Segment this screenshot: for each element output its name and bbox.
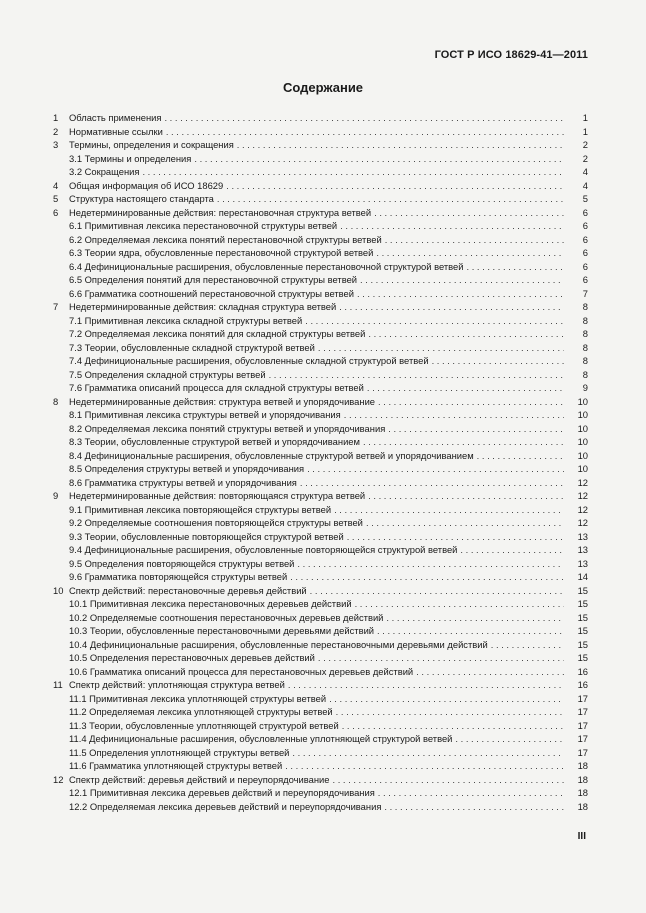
toc-entry-title: 10.6 Грамматика описаний процесса для перестановочных деревьев действий xyxy=(69,665,414,677)
toc-page-number: 10 xyxy=(577,409,588,420)
dot-leader xyxy=(305,314,564,328)
toc-entry[interactable] xyxy=(53,584,588,598)
toc-entry-title: Спектр действий: уплотняющая структура ветвей xyxy=(69,679,285,690)
dot-leader xyxy=(292,746,564,760)
dot-leader xyxy=(388,422,564,436)
toc-page-number: 6 xyxy=(582,233,588,245)
toc-page-number: 10 xyxy=(577,436,588,447)
toc-page-number: 12 xyxy=(577,476,588,488)
dot-leader xyxy=(339,300,564,314)
toc-section-number: 5 xyxy=(53,193,59,204)
toc-entry-title: Общая информация об ИСО 18629 xyxy=(69,179,224,191)
toc-entry[interactable] xyxy=(53,773,588,787)
dot-leader xyxy=(142,165,564,179)
dot-leader xyxy=(360,273,564,287)
toc-section-number: 1 xyxy=(53,112,59,123)
toc-entry-title: 10.4 Дефинициональные расширения, обусловленные перестановочными деревьями действий xyxy=(69,638,488,650)
dot-leader xyxy=(460,543,564,557)
toc-page-number: 15 xyxy=(577,598,588,609)
toc-page-number: 18 xyxy=(577,787,588,798)
toc-page-number: 15 xyxy=(577,625,588,636)
toc-page-number: 17 xyxy=(577,692,588,704)
toc-entry-title: 7.2 Определяемая лексика понятий для складной структуры ветвей xyxy=(69,328,366,339)
toc-page-number: 10 xyxy=(577,449,588,461)
dot-leader xyxy=(378,786,564,800)
toc-entry-title: Нормативные ссылки xyxy=(69,125,163,137)
toc-page-number: 10 xyxy=(577,422,588,434)
dot-leader xyxy=(368,327,564,341)
toc-entry[interactable] xyxy=(53,152,588,166)
toc-entry[interactable] xyxy=(53,516,588,530)
dot-leader xyxy=(384,800,564,814)
toc-entry-title: 8.5 Определения структуры ветвей и упорядочивания xyxy=(69,463,305,474)
toc-page-number: 6 xyxy=(582,220,588,231)
toc-page-number: 18 xyxy=(577,800,588,812)
toc-entry-title: 11.1 Примитивная лексика уплотняющей структуры ветвей xyxy=(69,692,327,704)
toc-page-number: 15 xyxy=(577,611,588,623)
toc-page-number: 10 xyxy=(577,463,588,474)
toc-page-number: 17 xyxy=(577,746,588,758)
toc-entry-title: 7.1 Примитивная лексика складной структуры ветвей xyxy=(69,314,303,326)
toc-section-number: 7 xyxy=(53,301,59,312)
toc-page-number: 13 xyxy=(577,530,588,542)
toc-entry-title: 11.3 Теории, обусловленные уплотняющей структурой ветвей xyxy=(69,719,339,731)
toc-entry[interactable] xyxy=(53,354,588,368)
toc-entry[interactable] xyxy=(53,732,588,746)
toc-page-number: 4 xyxy=(582,166,588,177)
toc-page-number: 15 xyxy=(577,638,588,650)
toc-section-number: 3 xyxy=(53,139,59,150)
dot-leader xyxy=(386,611,564,625)
toc-entry-title: 6.1 Примитивная лексика перестановочной структуры ветвей xyxy=(69,220,338,231)
dot-leader xyxy=(226,179,564,193)
dot-leader xyxy=(355,597,564,611)
toc-page-number: 17 xyxy=(577,733,588,744)
toc-entry-title: 11.5 Определения уплотняющей структуры ветвей xyxy=(69,746,290,758)
toc-page-number: 18 xyxy=(577,773,588,785)
toc-entry[interactable] xyxy=(53,476,588,490)
toc-entry[interactable] xyxy=(53,597,588,611)
dot-leader xyxy=(363,435,564,449)
toc-section-number: 2 xyxy=(53,125,59,137)
dot-leader xyxy=(385,233,564,247)
toc-entry[interactable] xyxy=(53,165,588,179)
dot-leader xyxy=(307,462,564,476)
toc-entry[interactable] xyxy=(53,395,588,409)
toc-entry[interactable] xyxy=(53,368,588,382)
toc-entry-title: 10.2 Определяемые соотношения перестановочных деревьев действий xyxy=(69,611,384,623)
toc-entry[interactable] xyxy=(53,800,588,814)
dot-leader xyxy=(340,219,564,233)
toc-section-number: 8 xyxy=(53,395,59,407)
toc-page-number: 8 xyxy=(582,314,588,326)
toc-entry-title: 9.4 Дефинициональные расширения, обусловленные повторяющейся структурой ветвей xyxy=(69,544,458,555)
toc-entry-title: 10.1 Примитивная лексика перестановочных деревьев действий xyxy=(69,598,352,609)
dot-leader xyxy=(300,476,564,490)
toc-entry[interactable] xyxy=(53,327,588,341)
toc-page-number: 5 xyxy=(582,193,588,204)
toc-entry-title: 6.6 Грамматика соотношений перестановочной структуры ветвей xyxy=(69,287,354,299)
toc-entry[interactable] xyxy=(53,260,588,274)
toc-entry[interactable] xyxy=(53,530,588,544)
page-number: III xyxy=(577,831,586,842)
dot-leader xyxy=(329,692,564,706)
toc-entry[interactable] xyxy=(53,125,588,139)
toc-entry[interactable] xyxy=(53,138,588,152)
dot-leader xyxy=(297,557,564,571)
toc-page-number: 4 xyxy=(582,179,588,191)
toc-entry[interactable] xyxy=(53,287,588,301)
toc-entry[interactable] xyxy=(53,638,588,652)
toc-page-number: 2 xyxy=(582,152,588,164)
dot-leader xyxy=(367,381,564,395)
toc-entry-title: 3.1 Термины и определения xyxy=(69,152,192,164)
toc-entry-title: 9.3 Теории, обусловленные повторяющейся структурой ветвей xyxy=(69,530,344,542)
toc-entry[interactable] xyxy=(53,543,588,557)
toc-entry[interactable] xyxy=(53,759,588,773)
toc-page-number: 12 xyxy=(577,490,588,501)
toc-entry-title: 11.2 Определяемая лексика уплотняющей структуры ветвей xyxy=(69,706,333,717)
dot-leader xyxy=(318,651,564,665)
toc-entry[interactable] xyxy=(53,557,588,571)
toc-page-number: 8 xyxy=(582,341,588,353)
toc-entry-title: 6.5 Определения понятий для перестановочной структуры ветвей xyxy=(69,274,358,285)
toc-entry-title: 7.3 Теории, обусловленные складной структурой ветвей xyxy=(69,341,315,353)
toc-section-number: 4 xyxy=(53,179,59,191)
toc-entry[interactable] xyxy=(53,179,588,193)
dot-leader xyxy=(269,368,564,382)
toc-page-number: 8 xyxy=(582,368,588,380)
table-of-contents xyxy=(53,111,588,813)
dot-leader xyxy=(377,624,564,638)
toc-page-number: 16 xyxy=(577,665,588,677)
toc-page-number: 16 xyxy=(577,679,588,690)
toc-entry-title: 7.5 Определения складной структуры ветвей xyxy=(69,368,266,380)
dot-leader xyxy=(374,206,564,220)
toc-entry-title: 10.5 Определения перестановочных деревьев действий xyxy=(69,652,315,663)
dot-leader xyxy=(368,489,564,503)
toc-entry[interactable] xyxy=(53,219,588,233)
toc-entry-title: Недетерминированные действия: перестановочная структура ветвей xyxy=(69,206,372,218)
toc-entry[interactable] xyxy=(53,746,588,760)
toc-page-number: 8 xyxy=(582,328,588,339)
toc-entry[interactable] xyxy=(53,422,588,436)
toc-section-number: 6 xyxy=(53,206,59,218)
toc-entry[interactable] xyxy=(53,435,588,449)
toc-entry[interactable] xyxy=(53,314,588,328)
toc-entry-title: 12.2 Определяемая лексика деревьев действий и переупорядочивания xyxy=(69,800,382,812)
toc-page-number: 8 xyxy=(582,301,588,312)
toc-page-number: 10 xyxy=(577,395,588,407)
toc-entry-title: 8.2 Определяемая лексика понятий структуры ветвей и упорядочивания xyxy=(69,422,386,434)
toc-entry-title: 9.1 Примитивная лексика повторяющейся структуры ветвей xyxy=(69,503,332,515)
dot-leader xyxy=(285,759,564,773)
toc-section-number: 10 xyxy=(53,584,64,596)
dot-leader xyxy=(376,246,564,260)
toc-entry-title: 11.6 Грамматика уплотняющей структуры ветвей xyxy=(69,760,283,771)
toc-entry[interactable] xyxy=(53,449,588,463)
toc-entry[interactable] xyxy=(53,503,588,517)
toc-page-number: 9 xyxy=(582,382,588,393)
dot-leader xyxy=(342,719,564,733)
toc-page-number: 8 xyxy=(582,355,588,366)
toc-page-number: 15 xyxy=(577,652,588,663)
toc-entry[interactable] xyxy=(53,651,588,665)
toc-entry[interactable] xyxy=(53,408,588,422)
dot-leader xyxy=(357,287,564,301)
dot-leader xyxy=(336,705,564,719)
toc-entry-title: 7.6 Грамматика описаний процесса для складной структуры ветвей xyxy=(69,382,364,393)
toc-page-number: 1 xyxy=(582,112,588,123)
toc-page-number: 17 xyxy=(577,706,588,717)
toc-page-number: 12 xyxy=(577,517,588,528)
dot-leader xyxy=(344,408,564,422)
toc-entry-title: 7.4 Дефинициональные расширения, обусловленные складной структурой ветвей xyxy=(69,355,429,366)
toc-entry-title: 6.4 Дефинициональные расширения, обусловленные перестановочной структурой ветвей xyxy=(69,260,464,272)
dot-leader xyxy=(217,192,564,206)
dot-leader xyxy=(455,732,564,746)
toc-entry[interactable] xyxy=(53,570,588,584)
toc-section-number: 12 xyxy=(53,773,64,785)
toc-entry-title: 9.5 Определения повторяющейся структуры ветвей xyxy=(69,557,295,569)
dot-leader xyxy=(467,260,565,274)
toc-entry-title: Структура настоящего стандарта xyxy=(69,193,214,204)
toc-entry-title: 11.4 Дефинициональные расширения, обусловленные уплотняющей структурой ветвей xyxy=(69,733,453,744)
toc-section-number: 11 xyxy=(53,679,63,690)
dot-leader xyxy=(318,341,564,355)
toc-entry[interactable] xyxy=(53,381,588,395)
toc-entry[interactable] xyxy=(53,665,588,679)
dot-leader xyxy=(194,152,564,166)
toc-page-number: 6 xyxy=(582,274,588,285)
toc-entry[interactable] xyxy=(53,611,588,625)
dot-leader xyxy=(288,678,564,692)
toc-entry[interactable] xyxy=(53,705,588,719)
toc-entry[interactable] xyxy=(53,719,588,733)
toc-page-number: 15 xyxy=(577,584,588,596)
toc-entry[interactable] xyxy=(53,246,588,260)
dot-leader xyxy=(491,638,564,652)
dot-leader xyxy=(166,125,564,139)
toc-entry[interactable] xyxy=(53,192,588,206)
toc-entry[interactable] xyxy=(53,300,588,314)
toc-entry[interactable] xyxy=(53,692,588,706)
toc-entry-title: 8.1 Примитивная лексика структуры ветвей и упорядочивания xyxy=(69,409,341,420)
dot-leader xyxy=(333,773,565,787)
toc-entry-title: 10.3 Теории, обусловленные перестановочными деревьями действий xyxy=(69,625,375,636)
toc-entry[interactable] xyxy=(53,341,588,355)
toc-entry-title: Недетерминированные действия: складная структура ветвей xyxy=(69,301,337,312)
toc-entry-title: 12.1 Примитивная лексика деревьев действий и переупорядочивания xyxy=(69,787,375,798)
toc-page-number: 12 xyxy=(577,503,588,515)
toc-section-number: 9 xyxy=(53,490,59,501)
toc-page-number: 6 xyxy=(582,247,588,258)
toc-entry-title: Термины, определения и сокращения xyxy=(69,139,234,150)
toc-entry-title: 9.6 Грамматика повторяющейся структуры ветвей xyxy=(69,571,288,582)
dot-leader xyxy=(237,138,564,152)
toc-entry[interactable] xyxy=(53,678,588,692)
toc-page-number: 18 xyxy=(577,760,588,771)
toc-entry[interactable] xyxy=(53,233,588,247)
toc-entry[interactable] xyxy=(53,111,588,125)
dot-leader xyxy=(164,111,564,125)
toc-entry[interactable] xyxy=(53,273,588,287)
toc-entry-title: Спектр действий: перестановочные деревья действий xyxy=(69,584,307,596)
toc-page-number: 17 xyxy=(577,719,588,731)
toc-entry[interactable] xyxy=(53,786,588,800)
toc-page-number: 6 xyxy=(582,206,588,218)
dot-leader xyxy=(432,354,564,368)
dot-leader xyxy=(290,570,564,584)
toc-entry[interactable] xyxy=(53,206,588,220)
toc-entry-title: 6.3 Теории ядра, обусловленные перестановочной структурой ветвей xyxy=(69,247,374,258)
toc-page-number: 1 xyxy=(582,125,588,137)
toc-page-number: 2 xyxy=(582,139,588,150)
dot-leader xyxy=(477,449,564,463)
dot-leader xyxy=(347,530,564,544)
toc-entry-title: Недетерминированные действия: повторяющаяся структура ветвей xyxy=(69,490,366,501)
toc-entry-title: Недетерминированные действия: структура ветвей и упорядочивание xyxy=(69,395,376,407)
page-title: Содержание xyxy=(282,80,364,95)
toc-page-number: 14 xyxy=(577,571,588,582)
toc-entry-title: 6.2 Определяемая лексика понятий перестановочной структуры ветвей xyxy=(69,233,382,245)
toc-entry[interactable] xyxy=(53,462,588,476)
toc-page-number: 7 xyxy=(582,287,588,299)
toc-entry-title: 8.6 Грамматика структуры ветвей и упорядочивания xyxy=(69,476,297,488)
toc-page-number: 6 xyxy=(582,260,588,272)
toc-page-number: 13 xyxy=(577,544,588,555)
toc-entry[interactable] xyxy=(53,489,588,503)
toc-entry-title: 9.2 Определяемые соотношения повторяющейся структуры ветвей xyxy=(69,517,363,528)
document-header: ГОСТ Р ИСО 18629-41—2011 xyxy=(434,49,588,61)
dot-leader xyxy=(416,665,564,679)
toc-entry-title: 8.4 Дефинициональные расширения, обусловленные структурой ветвей и упорядочиванием xyxy=(69,449,474,461)
dot-leader xyxy=(310,584,564,598)
dot-leader xyxy=(334,503,564,517)
toc-entry-title: Область применения xyxy=(69,112,162,123)
dot-leader xyxy=(366,516,564,530)
toc-entry-title: 3.2 Сокращения xyxy=(69,166,140,177)
toc-page-number: 13 xyxy=(577,557,588,569)
dot-leader xyxy=(378,395,564,409)
toc-entry-title: Спектр действий: деревья действий и переупорядочивание xyxy=(69,773,330,785)
toc-entry[interactable] xyxy=(53,624,588,638)
toc-entry-title: 8.3 Теории, обусловленные структурой ветвей и упорядочиванием xyxy=(69,436,360,447)
